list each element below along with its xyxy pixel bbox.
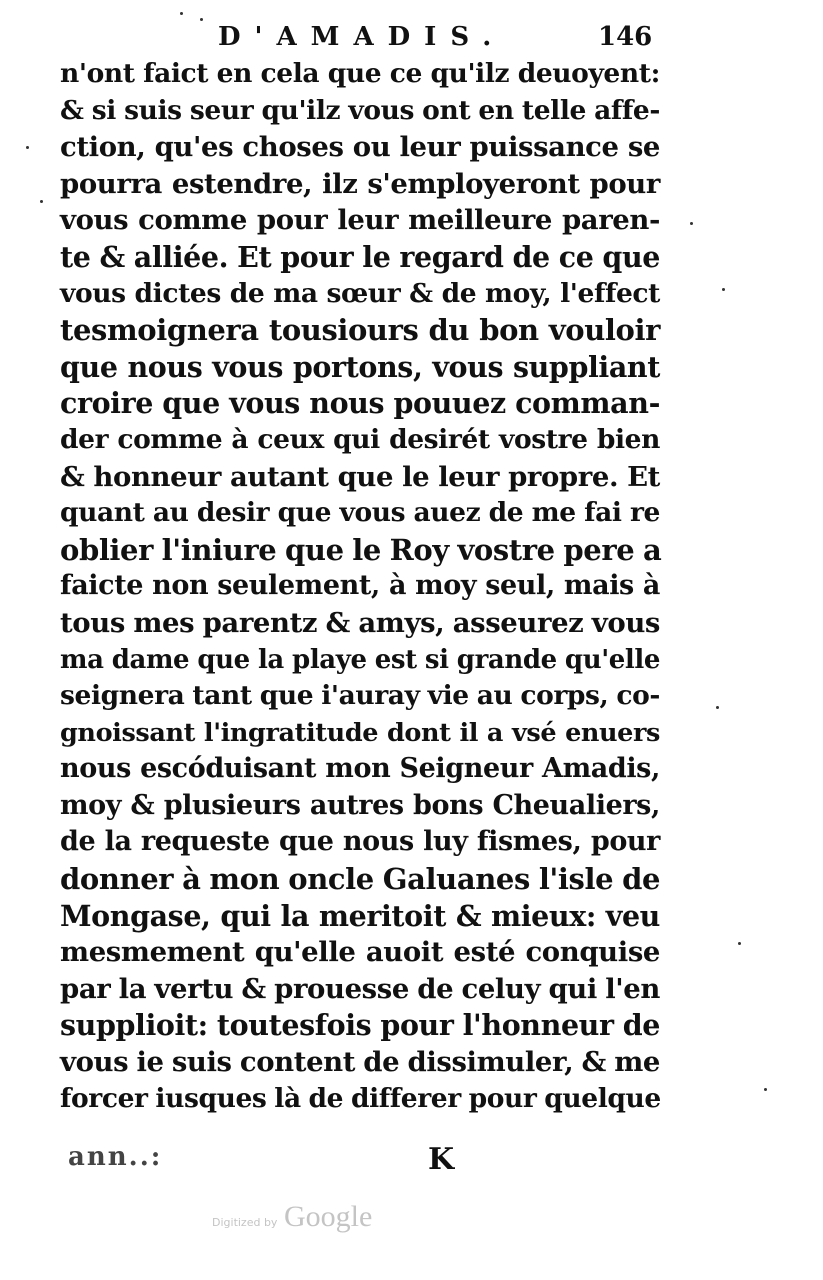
scan-speck — [738, 942, 741, 945]
text-line: nous escóduisant mon Seigneur Amadis, — [60, 753, 660, 785]
page-footer — [60, 1142, 660, 1178]
text-line: pourra estendre, ilz s'employeront pour — [60, 167, 660, 200]
digitized-watermark — [212, 1200, 472, 1240]
text-line: croire que vous nous pouuez comman- — [60, 386, 660, 421]
text-line: vous ie suis content de dissimuler, & me — [60, 1046, 660, 1079]
text-line: der comme à ceux qui desirét vostre bien — [60, 423, 660, 455]
text-line: que nous vous portons, vous suppliant — [60, 349, 660, 384]
scan-speck — [764, 1088, 767, 1091]
text-line: ma dame que la playe est si grande qu'elle — [60, 644, 660, 675]
text-line: moy & plusieurs autres bons Cheualiers, — [60, 789, 660, 821]
text-line: forcer iusques là de differer pour quelque — [60, 1082, 661, 1114]
scan-speck — [690, 222, 693, 225]
text-line: seignera tant que i'auray vie au corps, co- — [60, 680, 660, 712]
running-head-title: D'AMADIS. — [218, 22, 506, 52]
text-line: tous mes parentz & amys, asseurez vous — [60, 606, 660, 639]
text-line: Mongase, qui la meritoit & mieux: veu — [60, 898, 660, 933]
scan-speck — [716, 706, 719, 709]
body-text — [60, 56, 660, 1117]
text-line: faicte non seulement, à moy seul, mais à — [60, 570, 660, 602]
scan-speck — [26, 146, 29, 149]
text-line: quant au desir que vous auez de me fai re — [60, 497, 660, 529]
text-line: oblier l'iniure que le Roy vostre pere a — [60, 532, 662, 567]
text-line: vous dictes de ma sœur & de moy, l'effect — [60, 277, 660, 309]
page-number: 146 — [598, 22, 653, 52]
scan-speck — [200, 18, 203, 21]
text-line: te & alliée. Et pour le regard de ce que — [60, 239, 660, 274]
text-line: & si suis seur qu'ilz vous ont en telle affe- — [60, 94, 660, 126]
text-line: de la requeste que nous luy fismes, pour — [60, 826, 660, 858]
scan-speck — [180, 12, 183, 15]
text-line: vous comme pour leur meilleure paren- — [60, 204, 660, 237]
watermark-prefix: Digitized by — [212, 1216, 278, 1229]
text-line: ction, qu'es choses ou leur puissance se — [60, 131, 660, 164]
text-line: tesmoignera tousiours du bon vouloir — [60, 313, 660, 348]
scan-speck — [722, 288, 725, 291]
watermark-brand: Google — [284, 1200, 373, 1233]
signature-mark: K — [428, 1142, 455, 1177]
text-line: mesmement qu'elle auoit esté conquise — [60, 936, 660, 969]
running-head — [0, 22, 823, 56]
text-line: donner à mon oncle Galuanes l'isle de — [60, 862, 660, 897]
scan-speck — [40, 200, 43, 203]
text-line: n'ont faict en cela que ce qu'ilz deuoyent: — [60, 58, 660, 89]
text-line: & honneur autant que le leur propre. Et — [60, 460, 660, 493]
text-line: par la vertu & prouesse de celuy qui l'en — [60, 972, 660, 1005]
text-line: supplioit: toutesfois pour l'honneur de — [60, 1008, 660, 1043]
catchword: ann..: — [68, 1142, 163, 1172]
text-line: gnoissant l'ingratitude dont il a vsé enuers — [60, 717, 660, 748]
